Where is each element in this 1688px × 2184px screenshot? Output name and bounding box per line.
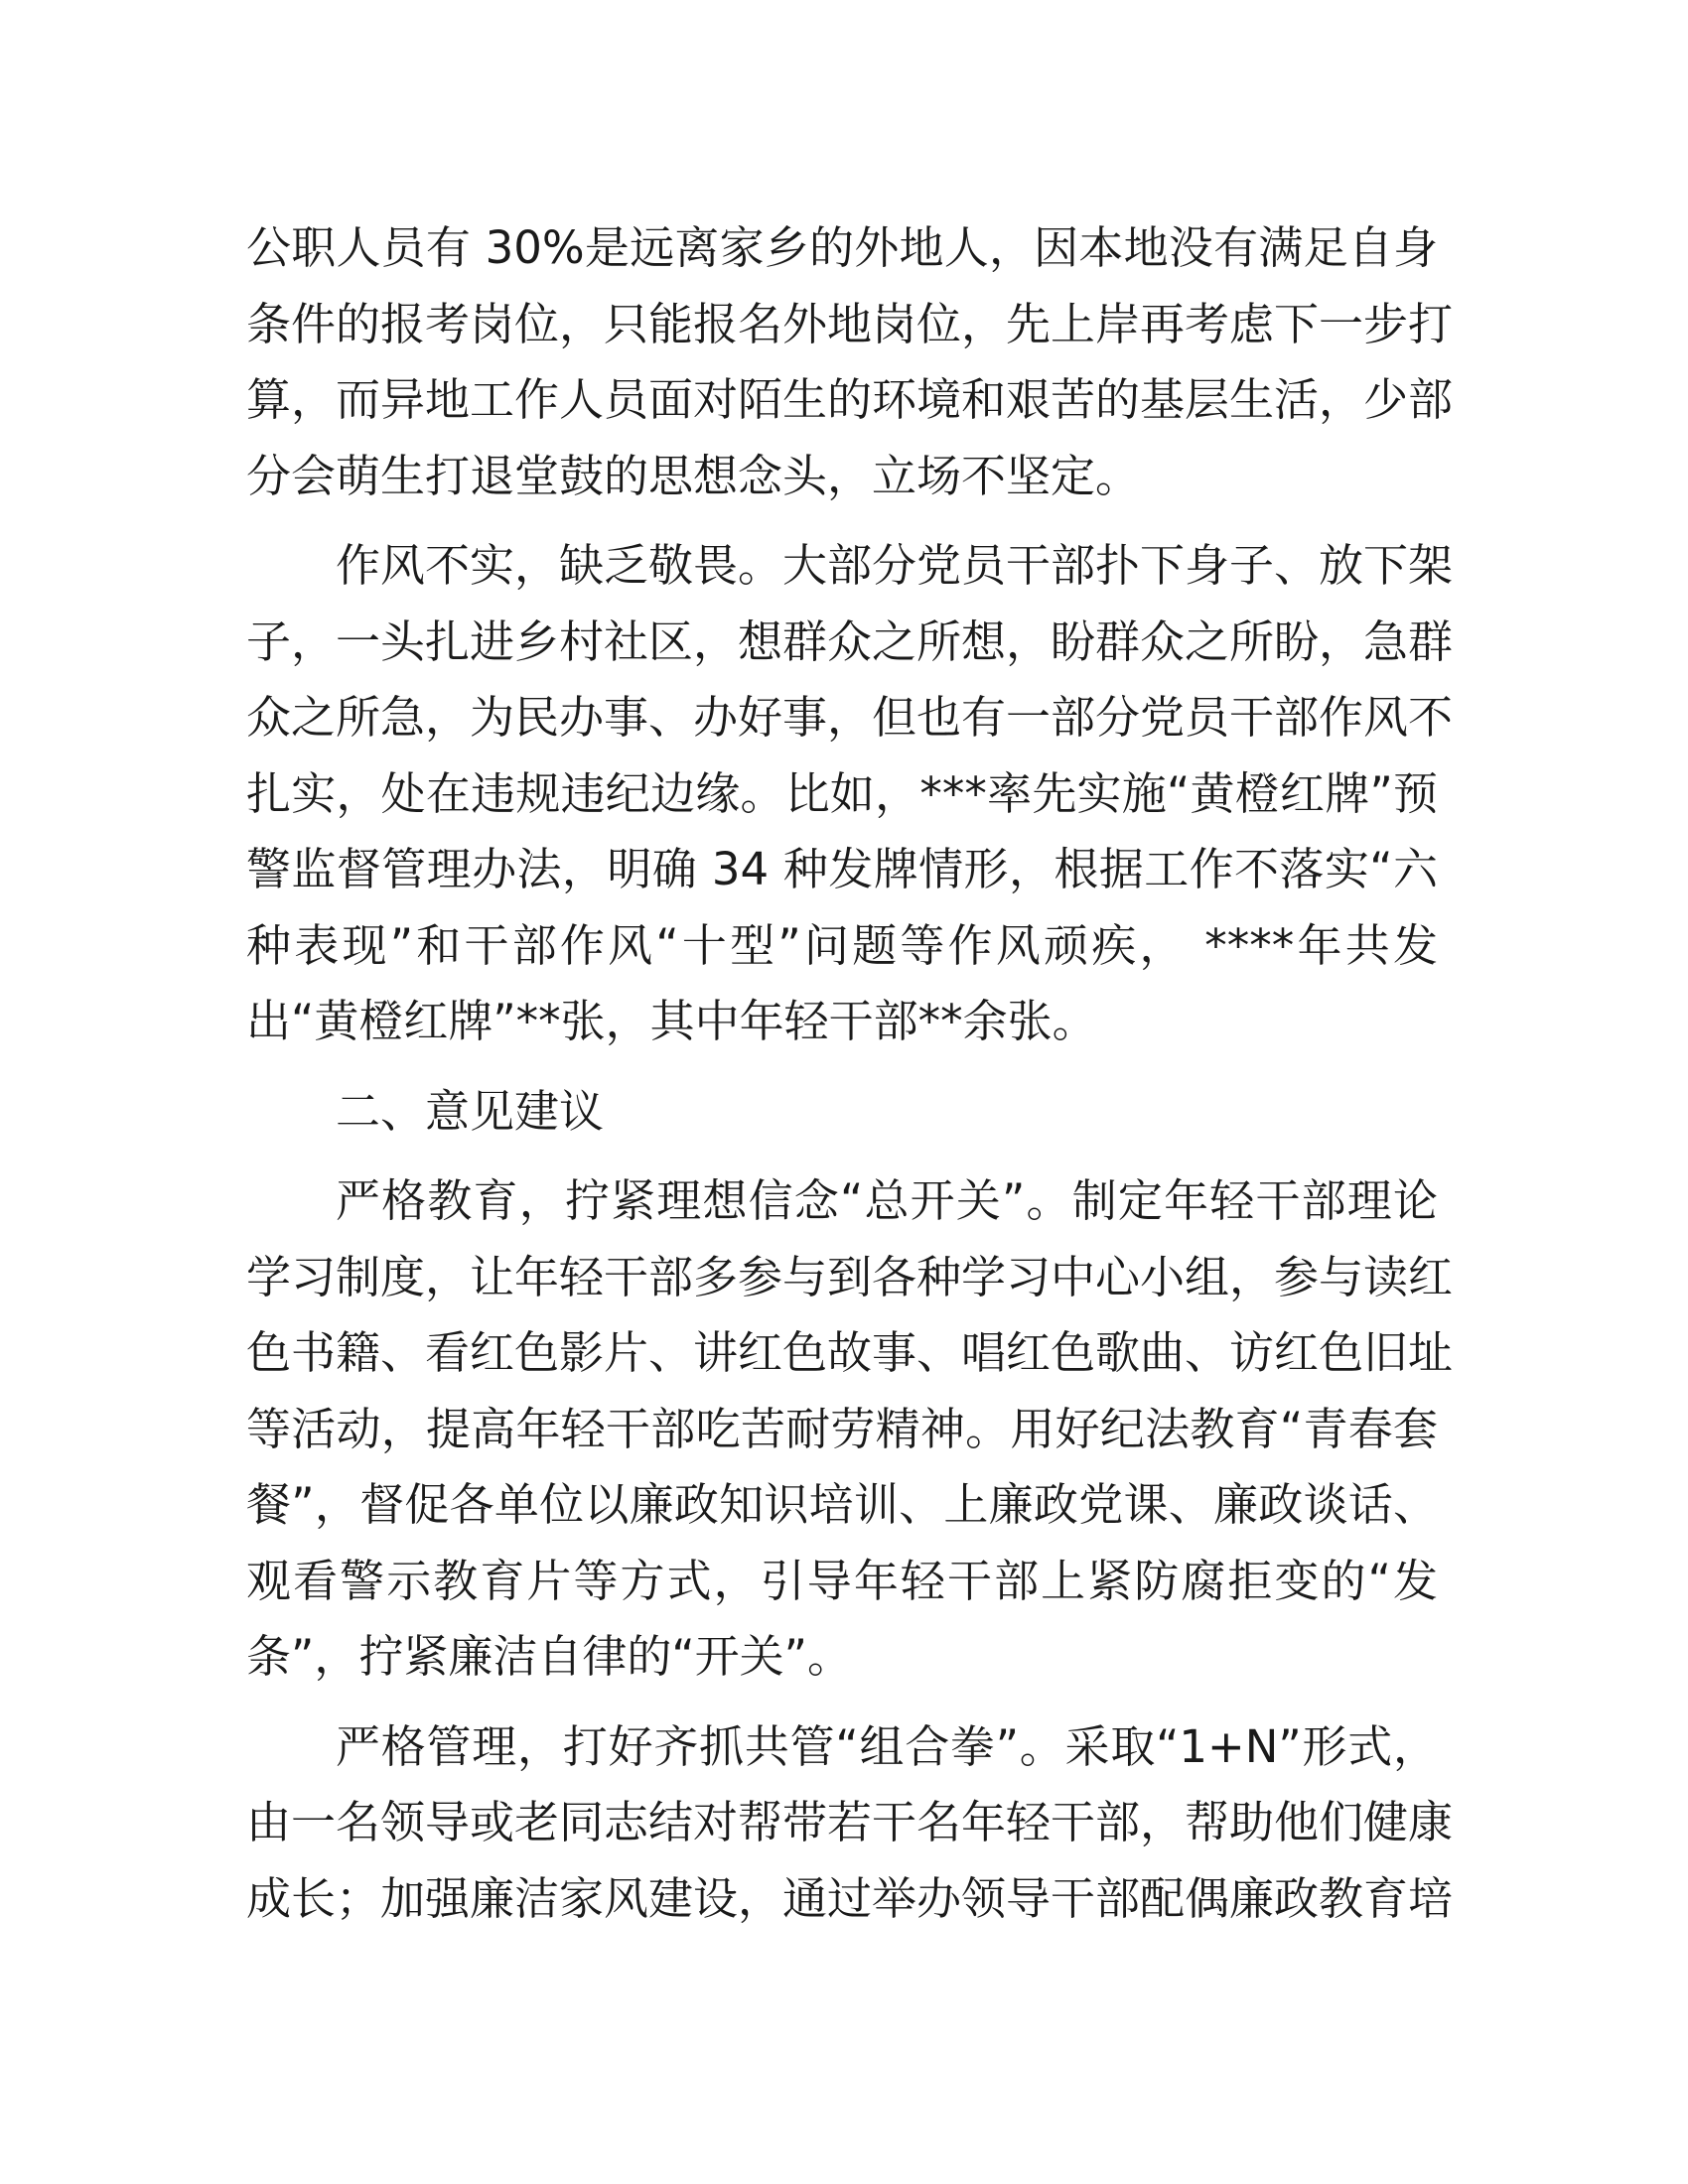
text-line: 等活动，提高年轻干部吃苦耐劳精神。用好纪法教育“青春套: [246, 1402, 1438, 1455]
document-body: [246, 210, 1454, 1937]
text-line: 警监督管理办法，明确 34 种发牌情形，根据工作不落实“六: [246, 843, 1438, 895]
text-line: 严格管理，打好齐抓共管“组合拳”。采取“1+N”形式，: [336, 1719, 1438, 1773]
text-line: 二、意见建议: [336, 1084, 605, 1138]
paragraph-p2: [246, 528, 1454, 1060]
text-line: 算，而异地工作人员面对陌生的环境和艰苦的基层生活，少部: [246, 373, 1454, 426]
paragraph-p1: [246, 210, 1454, 514]
text-line: 公职人员有 30%是远离家乡的外地人，因本地没有满足自身: [246, 221, 1438, 274]
text-line: 由一名领导或老同志结对帮带若干名年轻干部，帮助他们健康: [246, 1796, 1454, 1848]
text-line: 成长；加强廉洁家风建设，通过举办领导干部配偶廉政教育培: [246, 1871, 1454, 1925]
text-line: 严格教育，拧紧理想信念“总开关”。制定年轻干部理论: [336, 1174, 1438, 1227]
text-line: 色书籍、看红色影片、讲红色故事、唱红色歌曲、访红色旧址: [246, 1326, 1454, 1379]
text-line: 餐”，督促各单位以廉政知识培训、上廉政党课、廉政谈话、: [246, 1478, 1438, 1531]
text-line: 学习制度，让年轻干部多参与到各种学习中心小组，参与读红: [246, 1250, 1454, 1303]
paragraph-p3: [246, 1074, 1438, 1151]
text-line: 出“黄橙红牌”**张，其中年轻干部**余张。: [246, 995, 1097, 1047]
text-line: 作风不实，缺乏敬畏。大部分党员干部扑下身子、放下架: [336, 539, 1454, 592]
text-line: 扎实，处在违规违纪边缘。比如，***率先实施“黄橙红牌”预: [246, 766, 1438, 820]
text-line: 种表现”和干部作风“十型”问题等作风顽疾， ****年共发: [246, 918, 1438, 972]
text-line: 众之所急，为民办事、办好事，但也有一部分党员干部作风不: [246, 691, 1454, 744]
paragraph-p4: [246, 1163, 1454, 1696]
text-line: 分会萌生打退堂鼓的思想念头，立场不坚定。: [246, 449, 1141, 502]
paragraph-p5: [246, 1709, 1454, 1938]
text-line: 观看警示教育片等方式，引导年轻干部上紧防腐拒变的“发: [246, 1554, 1438, 1607]
text-line: 条件的报考岗位，只能报名外地岗位，先上岸再考虑下一步打: [246, 297, 1454, 350]
text-line: 条”，拧紧廉洁自律的“开关”。: [246, 1630, 852, 1683]
text-line: 子，一头扎进乡村社区，想群众之所想，盼群众之所盼，急群: [246, 614, 1454, 668]
